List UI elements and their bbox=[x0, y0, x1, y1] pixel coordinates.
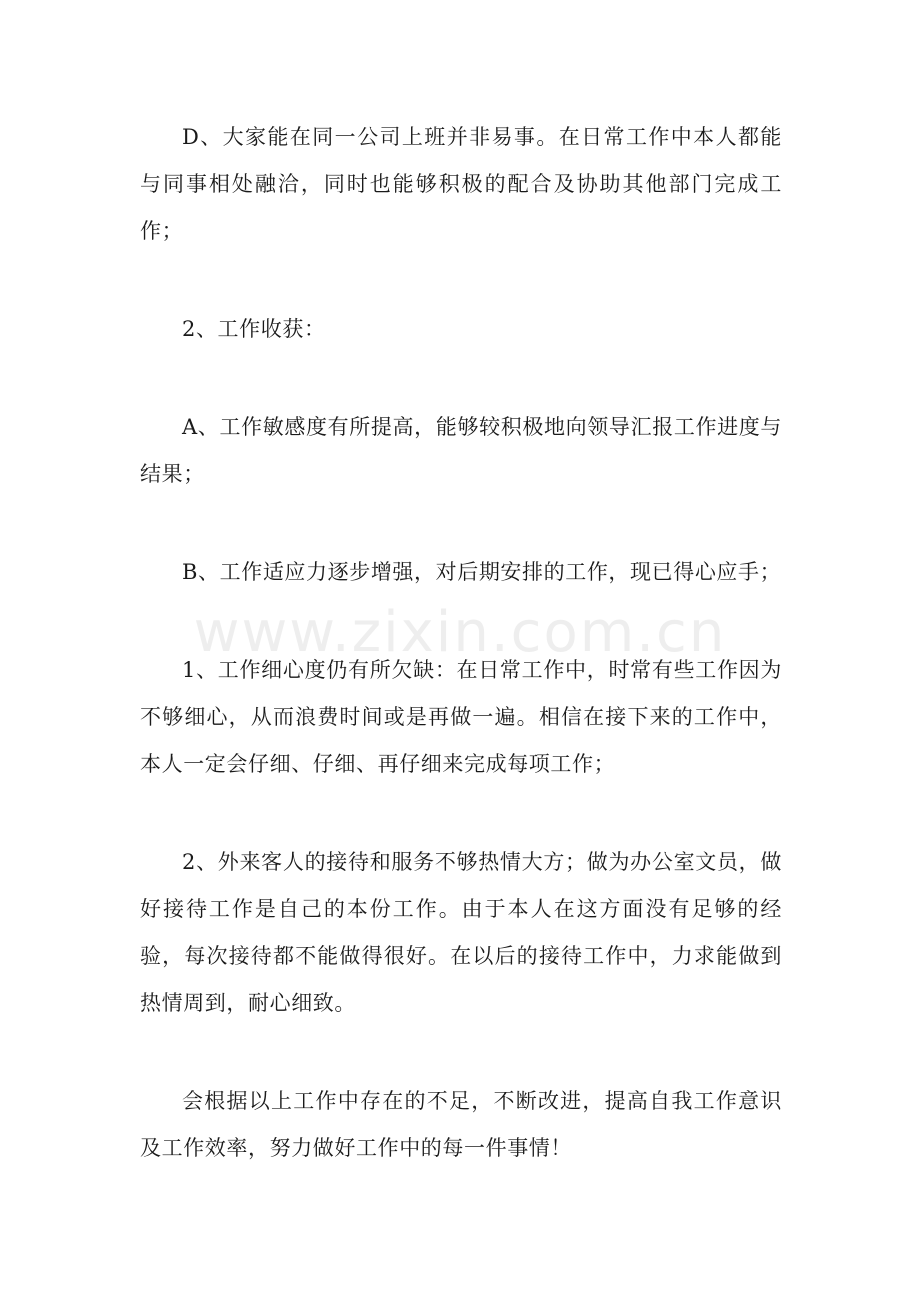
paragraph-b-adaptability: B、工作适应力逐步增强，对后期安排的工作，现已得心应手； bbox=[182, 560, 782, 584]
paragraph-spacer bbox=[140, 498, 782, 549]
paragraph-work-gains-heading: 2、工作收获： bbox=[182, 317, 326, 341]
paragraph-a-sensitivity: A、工作敏感度有所提高，能够较积极地向领导汇报工作进度与结果； bbox=[140, 415, 782, 486]
paragraph-spacer bbox=[140, 255, 782, 306]
paragraph-spacer bbox=[140, 353, 782, 404]
watermark: www.zixin.com.cn bbox=[193, 600, 727, 665]
paragraph-2-reception: 2、外来客人的接待和服务不够热情大方；做为办公室文员，做好接待工作是自己的本份工作。由于本人在这方面没有足够的经验，每次接待都不能做得很好。在以后的接待工作中，力求能做到热情周到，耐心细致。 bbox=[140, 850, 782, 1015]
document-body bbox=[140, 114, 782, 1172]
paragraph-1-carefulness: 1、工作细心度仍有所欠缺：在日常工作中，时常有些工作因为不够细心，从而浪费时间或是再做一遍。相信在接下来的工作中，本人一定会仔细、仔细、再仔细来完成每项工作； bbox=[140, 658, 782, 776]
paragraph-spacer bbox=[140, 1027, 782, 1078]
paragraph-spacer bbox=[140, 788, 782, 839]
paragraph-closing: 会根据以上工作中存在的不足，不断改进，提高自我工作意识及工作效率，努力做好工作中的每一件事情！ bbox=[140, 1089, 782, 1160]
paragraph-spacer bbox=[140, 596, 782, 647]
paragraph-d-colleagues: D、大家能在同一公司上班并非易事。在日常工作中本人都能与同事相处融洽，同时也能够积极的配合及协助其他部门完成工作； bbox=[140, 125, 782, 243]
